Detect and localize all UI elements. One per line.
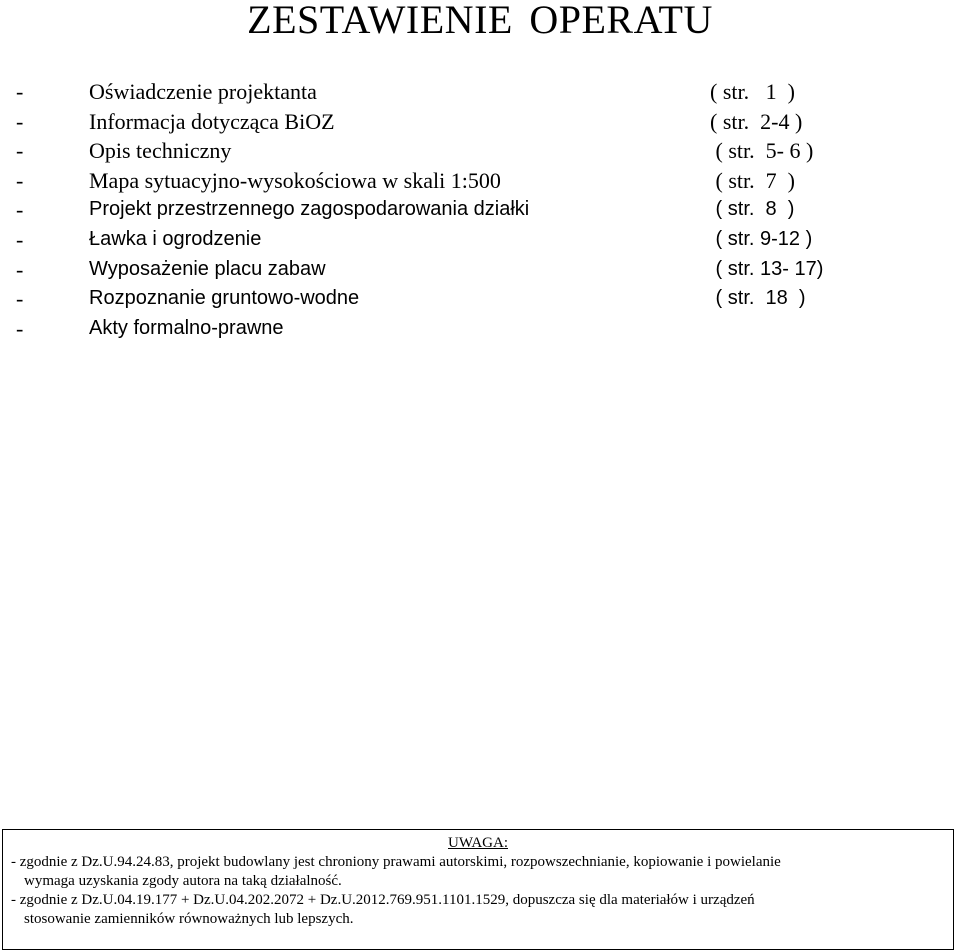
- toc-item-page-ref: ( str. 5- 6 ): [710, 138, 814, 164]
- toc-item-label: Rozpoznanie gruntowo-wodne: [89, 287, 360, 310]
- table-of-contents: [0, 77, 960, 343]
- notice-line: - zgodnie z Dz.U.94.24.83, projekt budowlany jest chroniony prawami autorskimi, rozpowszechnianie, kopiowanie i powielanie: [11, 854, 781, 870]
- toc-item-label: Projekt przestrzennego zagospodarowania działki: [89, 198, 530, 221]
- toc-item-bullet: -: [16, 226, 24, 252]
- toc-item-bullet: -: [16, 286, 24, 312]
- toc-item-page-ref: ( str. 1 ): [710, 79, 795, 104]
- toc-item: [0, 284, 960, 314]
- notice-line: wymaga uzyskania zgody autora na taką działalność.: [24, 873, 342, 889]
- document-title: ZESTAWIENIE OPERATU: [247, 0, 713, 42]
- toc-item: [0, 166, 960, 196]
- notice-line: - zgodnie z Dz.U.04.19.177 + Dz.U.04.202.2072 + Dz.U.2012.769.951.1101.1529, dopuszcza się dla materiałów i urządzeń: [11, 892, 755, 908]
- toc-item: [0, 314, 960, 344]
- toc-item-label: Ławka i ogrodzenie: [89, 227, 262, 250]
- toc-item-label: Wyposażenie placu zabaw: [89, 257, 326, 280]
- toc-item: [0, 255, 960, 285]
- toc-item-bullet: -: [16, 315, 24, 341]
- toc-item: [0, 107, 960, 137]
- toc-item: [0, 136, 960, 166]
- notice-line: stosowanie zamienników równoważnych lub lepszych.: [24, 911, 354, 927]
- toc-item-bullet: -: [16, 138, 24, 164]
- toc-item-label: Opis techniczny: [89, 138, 232, 164]
- toc-item-bullet: -: [16, 256, 24, 282]
- notice-heading: UWAGA:: [448, 835, 508, 851]
- copyright-notice-box: [2, 829, 954, 950]
- toc-item-page-ref: ( str. 18 ): [710, 287, 806, 310]
- toc-item-page-ref: ( str. 2-4 ): [710, 108, 803, 134]
- toc-item-page-ref: ( str. 7 ): [710, 167, 795, 193]
- toc-item-page-ref: ( str. 9-12 ): [710, 227, 813, 250]
- toc-item-label: Akty formalno-prawne: [89, 316, 284, 339]
- toc-item: [0, 77, 960, 107]
- toc-item-bullet: -: [16, 197, 24, 223]
- toc-item-label: Informacja dotycząca BiOZ: [89, 108, 335, 134]
- toc-item-page-ref: ( str. 13- 17): [710, 257, 824, 280]
- toc-item: [0, 195, 960, 225]
- toc-item-bullet: -: [16, 167, 24, 193]
- toc-item: [0, 225, 960, 255]
- toc-item-label: Mapa sytuacyjno-wysokościowa w skali 1:500: [89, 167, 501, 193]
- toc-item-label: Oświadczenie projektanta: [89, 79, 317, 104]
- toc-item-bullet: -: [16, 108, 24, 134]
- toc-item-bullet: -: [16, 79, 24, 104]
- toc-item-page-ref: ( str. 8 ): [710, 198, 795, 221]
